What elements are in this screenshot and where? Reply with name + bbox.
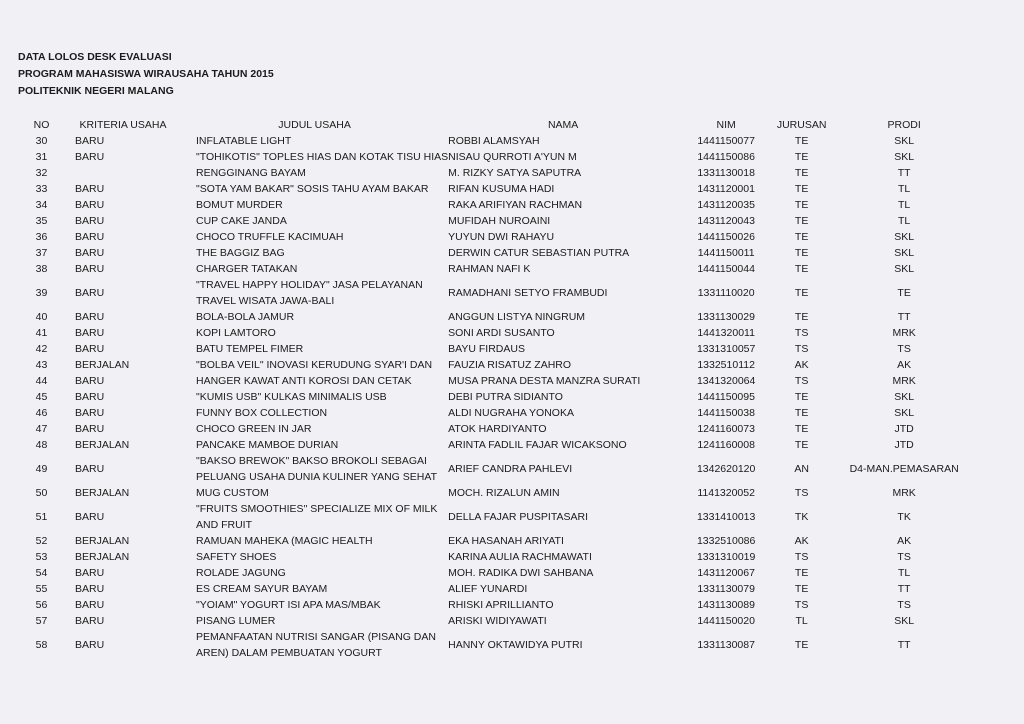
cell-nama: KARINA AULIA RACHMAWATI <box>448 551 592 563</box>
cell-nama: RIFAN KUSUMA HADI <box>448 183 555 195</box>
cell-nama: RHISKI APRILLIANTO <box>448 599 554 611</box>
table-row <box>18 549 979 565</box>
table-row <box>18 341 979 357</box>
cell-judul: SAFETY SHOES <box>196 551 277 563</box>
cell-prodi: TL <box>898 183 911 195</box>
cell-nim: 1341320064 <box>696 375 756 387</box>
table-row <box>18 389 979 405</box>
col-header-nim: NIM <box>716 119 736 131</box>
cell-prodi: SKL <box>894 407 915 419</box>
table-row <box>18 629 979 661</box>
table-row <box>18 133 979 149</box>
cell-no: 52 <box>35 535 48 547</box>
cell-prodi: MRK <box>892 375 916 387</box>
cell-no: 50 <box>35 487 48 499</box>
cell-nama: MOCH. RIZALUN AMIN <box>448 487 560 499</box>
cell-prodi: D4-MAN.PEMASARAN <box>849 463 959 475</box>
cell-no: 45 <box>35 391 48 403</box>
cell-jurusan: TE <box>794 263 809 275</box>
table-row <box>18 325 979 341</box>
cell-kriteria: BARU <box>75 407 105 419</box>
cell-nim: 1441150020 <box>697 615 755 627</box>
cell-kriteria: BERJALAN <box>75 359 130 371</box>
cell-jurusan: TE <box>794 231 809 243</box>
cell-nama: DELLA FAJAR PUSPITASARI <box>448 511 588 523</box>
cell-nim: 1441150011 <box>697 247 755 259</box>
cell-jurusan: TS <box>794 327 809 339</box>
col-header-judul: JUDUL USAHA <box>278 119 351 131</box>
col-header-kriteria: KRITERIA USAHA <box>79 119 167 131</box>
cell-no: 34 <box>35 199 48 211</box>
cell-kriteria <box>65 165 181 181</box>
cell-prodi: SKL <box>894 135 915 147</box>
cell-no: 41 <box>35 327 48 339</box>
cell-kriteria: BARU <box>75 215 105 227</box>
cell-no: 56 <box>35 599 48 611</box>
cell-prodi: JTD <box>894 423 914 435</box>
cell-prodi: TE <box>897 287 911 299</box>
table-row <box>18 229 979 245</box>
cell-kriteria: BARU <box>75 247 105 259</box>
cell-kriteria: BARU <box>75 311 105 323</box>
header-institution: POLITEKNIK NEGERI MALANG <box>18 85 174 97</box>
cell-jurusan: TE <box>794 215 809 227</box>
table-row <box>18 277 979 309</box>
cell-prodi: MRK <box>892 487 916 499</box>
cell-judul: BOMUT MURDER <box>196 199 283 211</box>
cell-judul: INFLATABLE LIGHT <box>196 135 292 147</box>
header-title: DATA LOLOS DESK EVALUASI <box>18 51 172 63</box>
cell-prodi: TL <box>898 199 911 211</box>
cell-prodi: TL <box>898 215 911 227</box>
cell-judul: BOLA-BOLA JAMUR <box>196 311 295 323</box>
table-row <box>18 357 979 373</box>
cell-kriteria: BERJALAN <box>75 487 130 499</box>
cell-prodi: SKL <box>894 615 915 627</box>
cell-jurusan: TL <box>795 615 808 627</box>
cell-no: 35 <box>35 215 48 227</box>
cell-nim: 1141320052 <box>697 487 755 499</box>
cell-kriteria: BERJALAN <box>75 551 130 563</box>
cell-judul: "YOIAM" YOGURT ISI APA MAS/MBAK <box>196 599 381 611</box>
table-row <box>18 197 979 213</box>
cell-nim: 1331130087 <box>697 639 755 651</box>
cell-nim: 1431120067 <box>697 567 755 579</box>
table-row <box>18 405 979 421</box>
cell-no: 49 <box>35 463 48 475</box>
cell-judul: CUP CAKE JANDA <box>196 215 287 227</box>
cell-prodi: SKL <box>894 247 915 259</box>
cell-nama: ARINTA FADLIL FAJAR WICAKSONO <box>448 439 627 451</box>
cell-jurusan: AN <box>794 463 809 475</box>
cell-judul: "BOLBA VEIL" INOVASI KERUDUNG SYAR'I DAN <box>196 359 433 371</box>
table-row <box>18 437 979 453</box>
cell-nim: 1441150038 <box>697 407 755 419</box>
cell-judul: RAMUAN MAHEKA (MAGIC HEALTH <box>196 535 373 547</box>
cell-judul: ROLADE JAGUNG <box>196 567 286 579</box>
cell-nim: 1342620120 <box>696 463 756 475</box>
cell-jurusan: TE <box>794 199 809 211</box>
cell-nama: ALDI NUGRAHA YONOKA <box>448 407 574 419</box>
cell-jurusan: TE <box>794 423 809 435</box>
cell-no: 42 <box>35 343 48 355</box>
cell-prodi: TS <box>897 599 911 611</box>
cell-nama: ARISKI WIDIYAWATI <box>448 615 547 627</box>
col-header-nama: NAMA <box>547 119 579 131</box>
cell-nim: 1331130079 <box>697 583 755 595</box>
cell-judul: PANCAKE MAMBOE DURIAN <box>196 439 339 451</box>
cell-prodi: SKL <box>894 391 915 403</box>
cell-kriteria: BARU <box>75 199 105 211</box>
cell-nama: DERWIN CATUR SEBASTIAN PUTRA <box>448 247 630 259</box>
cell-nim: 1431130089 <box>697 599 755 611</box>
cell-no: 54 <box>35 567 48 579</box>
cell-nim: 1331110020 <box>697 287 755 299</box>
cell-no: 33 <box>35 183 48 195</box>
cell-prodi: TT <box>897 639 911 651</box>
table-row <box>18 613 979 629</box>
table-row <box>18 501 979 533</box>
table-row <box>18 453 979 485</box>
cell-judul: CHOCO TRUFFLE KACIMUAH <box>196 231 344 243</box>
cell-prodi: SKL <box>894 263 915 275</box>
cell-nim: 1241160073 <box>697 423 755 435</box>
cell-no: 36 <box>35 231 48 243</box>
cell-nama: RAMADHANI SETYO FRAMBUDI <box>448 287 608 299</box>
table-row <box>18 533 979 549</box>
cell-no: 31 <box>35 151 48 163</box>
cell-nama: FAUZIA RISATUZ ZAHRO <box>448 359 572 371</box>
cell-judul: FUNNY BOX COLLECTION <box>196 407 328 419</box>
cell-nim: 1441320011 <box>697 327 755 339</box>
cell-kriteria: BARU <box>75 639 105 651</box>
cell-nama: NISAU QURROTI A'YUN M <box>448 151 577 163</box>
cell-nama: SONI ARDI SUSANTO <box>448 327 555 339</box>
cell-kriteria: BARU <box>75 599 105 611</box>
document-header <box>18 49 274 100</box>
table-row <box>18 373 979 389</box>
cell-no: 40 <box>35 311 48 323</box>
cell-prodi: AK <box>897 359 912 371</box>
cell-jurusan: AK <box>794 535 809 547</box>
cell-nama: MUFIDAH NUROAINI <box>448 215 551 227</box>
cell-judul: "TOHIKOTIS" TOPLES HIAS DAN KOTAK TISU HIAS <box>196 151 449 163</box>
table-header-row <box>18 117 979 133</box>
table-row <box>18 261 979 277</box>
cell-no: 46 <box>35 407 48 419</box>
cell-jurusan: TS <box>794 599 809 611</box>
cell-jurusan: TE <box>794 311 809 323</box>
cell-prodi: JTD <box>894 439 914 451</box>
cell-judul: KOPI LAMTORO <box>196 327 276 339</box>
cell-prodi: TT <box>897 311 911 323</box>
cell-no: 37 <box>35 247 48 259</box>
cell-nim: 1441150086 <box>697 151 755 163</box>
cell-jurusan: TE <box>794 167 809 179</box>
table-row <box>18 421 979 437</box>
table-row <box>18 213 979 229</box>
cell-jurusan: TE <box>794 135 809 147</box>
cell-judul: PISANG LUMER <box>196 615 276 627</box>
cell-jurusan: TE <box>794 287 809 299</box>
cell-jurusan: TS <box>794 551 809 563</box>
cell-judul: "KUMIS USB" KULKAS MINIMALIS USB <box>196 391 387 403</box>
data-table <box>18 117 979 661</box>
cell-jurusan: TS <box>794 343 809 355</box>
cell-nama: MOH. RADIKA DWI SAHBANA <box>448 567 594 579</box>
cell-kriteria: BARU <box>75 327 105 339</box>
cell-nama: YUYUN DWI RAHAYU <box>448 231 555 243</box>
cell-jurusan: TE <box>794 247 809 259</box>
cell-no: 53 <box>35 551 48 563</box>
table-row <box>18 565 979 581</box>
cell-jurusan: TE <box>794 407 809 419</box>
cell-no: 58 <box>35 639 48 651</box>
cell-nim: 1331310019 <box>696 551 756 563</box>
cell-jurusan: TE <box>794 151 809 163</box>
cell-no: 43 <box>35 359 48 371</box>
cell-prodi: TS <box>897 551 911 563</box>
cell-no: 48 <box>35 439 48 451</box>
cell-nim: 1331310057 <box>696 343 756 355</box>
cell-jurusan: TE <box>794 391 809 403</box>
cell-judul: "BAKSO BREWOK" BAKSO BROKOLI SEBAGAI PELUANG USAHA DUNIA KULINER YANG SEHAT <box>196 455 437 483</box>
cell-nama: EKA HASANAH ARIYATI <box>448 535 564 547</box>
table-row <box>18 245 979 261</box>
cell-nama: MUSA PRANA DESTA MANZRA SURATI <box>448 375 641 387</box>
cell-jurusan: TE <box>794 639 809 651</box>
cell-kriteria: BARU <box>75 183 105 195</box>
cell-kriteria: BARU <box>75 287 105 299</box>
cell-jurusan: TE <box>794 567 809 579</box>
cell-kriteria: BARU <box>75 567 105 579</box>
cell-prodi: SKL <box>894 151 915 163</box>
cell-no: 30 <box>35 135 48 147</box>
cell-prodi: TS <box>897 343 911 355</box>
cell-judul: CHOCO GREEN IN JAR <box>196 423 312 435</box>
cell-jurusan: TK <box>794 511 809 523</box>
col-header-jurusan: JURUSAN <box>776 119 827 131</box>
cell-nim: 1431120001 <box>697 183 755 195</box>
cell-kriteria: BARU <box>75 583 105 595</box>
cell-no: 44 <box>35 375 48 387</box>
cell-nim: 1332510086 <box>696 535 756 547</box>
cell-judul: "SOTA YAM BAKAR" SOSIS TAHU AYAM BAKAR <box>196 183 429 195</box>
table-row <box>18 581 979 597</box>
cell-kriteria: BARU <box>75 135 105 147</box>
cell-no: 39 <box>35 287 48 299</box>
table-row <box>18 485 979 501</box>
cell-nim: 1441150095 <box>697 391 755 403</box>
cell-kriteria: BARU <box>75 615 105 627</box>
cell-nama: HANNY OKTAWIDYA PUTRI <box>448 639 583 651</box>
col-header-prodi: PRODI <box>887 119 921 131</box>
cell-kriteria: BARU <box>75 463 105 475</box>
cell-nama: ALIEF YUNARDI <box>448 583 528 595</box>
cell-nama: ROBBI ALAMSYAH <box>448 135 540 147</box>
col-header-no: NO <box>33 119 50 131</box>
cell-kriteria: BERJALAN <box>75 535 130 547</box>
cell-judul: CHARGER TATAKAN <box>196 263 298 275</box>
cell-jurusan: TE <box>794 583 809 595</box>
table-body <box>18 133 979 661</box>
cell-nama: RAKA ARIFIYAN RACHMAN <box>448 199 583 211</box>
cell-nama: RAHMAN NAFI K <box>448 263 531 275</box>
cell-judul: "FRUITS SMOOTHIES" SPECIALIZE MIX OF MILK AND FRUIT <box>196 503 438 531</box>
cell-jurusan: TE <box>794 183 809 195</box>
cell-nim: 1331130029 <box>697 311 755 323</box>
cell-judul: MUG CUSTOM <box>196 487 269 499</box>
table-row <box>18 165 979 181</box>
cell-judul: ES CREAM SAYUR BAYAM <box>196 583 328 595</box>
header-program: PROGRAM MAHASISWA WIRAUSAHA TAHUN 2015 <box>18 68 274 80</box>
table-row <box>18 149 979 165</box>
cell-kriteria: BARU <box>75 423 105 435</box>
cell-kriteria: BARU <box>75 375 105 387</box>
table-row <box>18 181 979 197</box>
table-row <box>18 309 979 325</box>
cell-kriteria: BARU <box>75 151 105 163</box>
cell-no: 38 <box>35 263 48 275</box>
cell-judul: "TRAVEL HAPPY HOLIDAY" JASA PELAYANAN TRAVEL WISATA JAWA-BALI <box>196 279 423 307</box>
cell-no: 57 <box>35 615 48 627</box>
cell-jurusan: TS <box>794 487 809 499</box>
cell-prodi: TT <box>897 167 911 179</box>
cell-no: 47 <box>35 423 48 435</box>
cell-no: 32 <box>35 167 48 179</box>
cell-prodi: TT <box>897 583 911 595</box>
cell-jurusan: AK <box>794 359 809 371</box>
cell-kriteria: BARU <box>75 391 105 403</box>
cell-kriteria: BARU <box>75 263 105 275</box>
cell-kriteria: BARU <box>75 231 105 243</box>
cell-prodi: SKL <box>894 231 915 243</box>
cell-kriteria: BERJALAN <box>75 439 130 451</box>
cell-judul: BATU TEMPEL FIMER <box>196 343 304 355</box>
cell-nim: 1431120043 <box>697 215 755 227</box>
cell-no: 51 <box>35 511 48 523</box>
cell-nama: DEBI PUTRA SIDIANTO <box>448 391 563 403</box>
cell-nim: 1332510112 <box>697 359 755 371</box>
cell-nama: ANGGUN LISTYA NINGRUM <box>448 311 586 323</box>
cell-nim: 1431120035 <box>697 199 755 211</box>
cell-nim: 1331410013 <box>696 511 756 523</box>
cell-nim: 1441150044 <box>697 263 755 275</box>
cell-nim: 1441150077 <box>697 135 755 147</box>
cell-prodi: MRK <box>892 327 916 339</box>
cell-jurusan: TE <box>794 439 809 451</box>
cell-prodi: TK <box>897 511 911 523</box>
cell-kriteria: BARU <box>75 343 105 355</box>
cell-judul: RENGGINANG BAYAM <box>196 167 306 179</box>
cell-nama: ATOK HARDIYANTO <box>448 423 547 435</box>
cell-judul: THE BAGGIZ BAG <box>196 247 285 259</box>
cell-nim: 1241160008 <box>697 439 755 451</box>
cell-nim: 1441150026 <box>697 231 755 243</box>
cell-prodi: AK <box>897 535 912 547</box>
table-row <box>18 597 979 613</box>
cell-nama: BAYU FIRDAUS <box>448 343 525 355</box>
cell-prodi: TL <box>898 567 911 579</box>
cell-nim: 1331130018 <box>697 167 755 179</box>
cell-kriteria: BARU <box>75 511 105 523</box>
cell-no: 55 <box>35 583 48 595</box>
cell-nama: ARIEF CANDRA PAHLEVI <box>448 463 573 475</box>
cell-judul: PEMANFAATAN NUTRISI SANGAR (PISANG DAN AREN) DALAM PEMBUATAN YOGURT <box>196 631 436 659</box>
cell-jurusan: TS <box>794 375 809 387</box>
cell-nama: M. RIZKY SATYA SAPUTRA <box>448 167 582 179</box>
cell-judul: HANGER KAWAT ANTI KOROSI DAN CETAK <box>196 375 412 387</box>
